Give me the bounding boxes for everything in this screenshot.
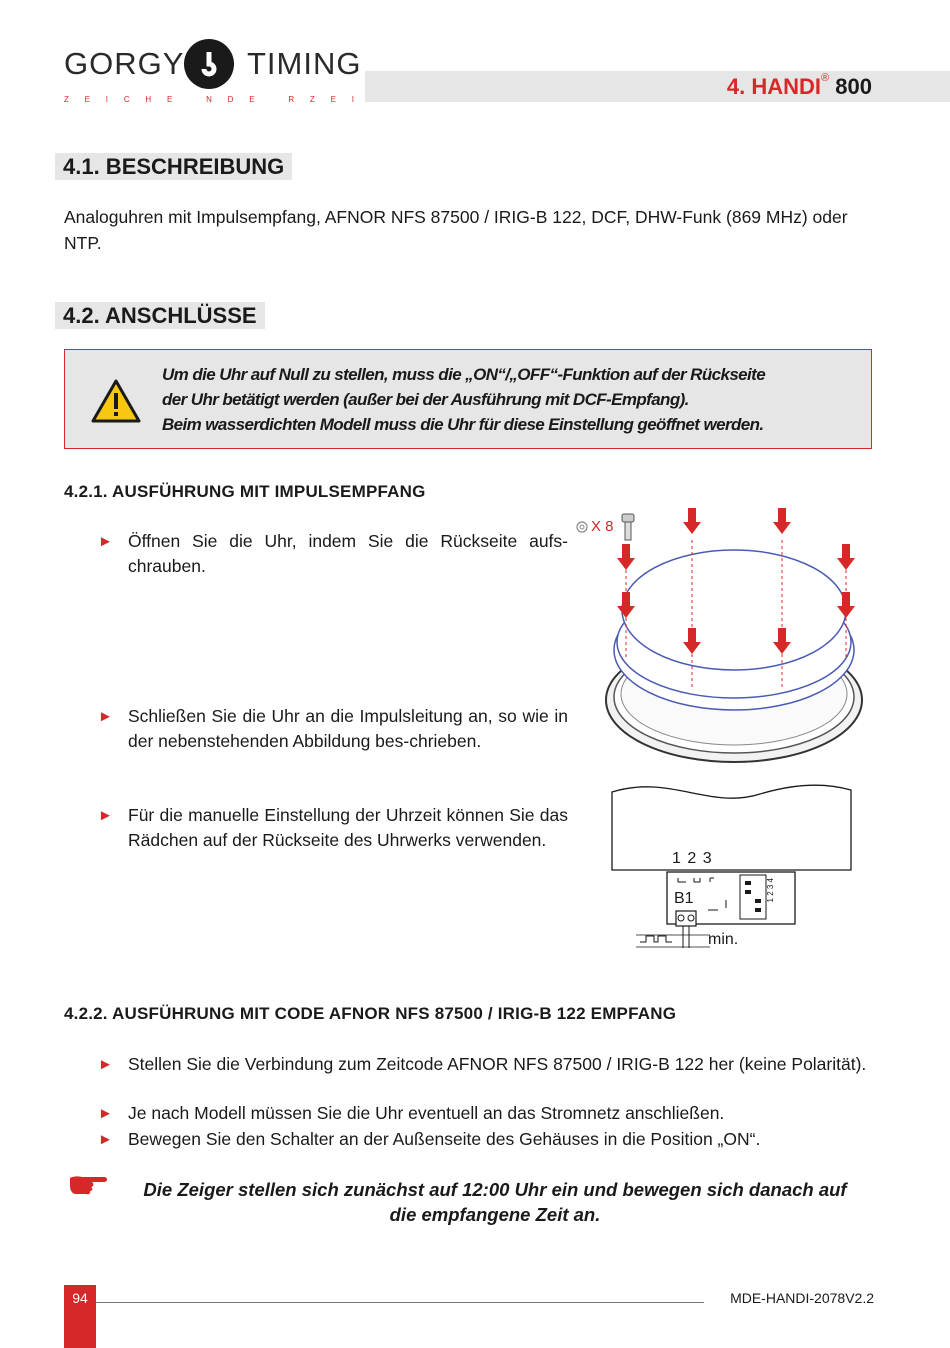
list-item: ► Je nach Modell müssen Sie die Uhr eventuell an das Stromnetz anschließen. — [98, 1101, 872, 1126]
list-item: ► Schließen Sie die Uhr an die Impulsleitung an, so wie in der nebenstehenden Abbildung bes-chrieben. — [98, 704, 568, 754]
wiring-diagram — [610, 780, 860, 955]
clock-back-figure — [574, 500, 864, 770]
note-text: Die Zeiger stellen sich zunächst auf 12:00 Uhr ein und bewegen sich danach auf die empfangene Zeit an. — [143, 1179, 847, 1225]
page-number: 94 — [72, 1290, 88, 1306]
subsection-heading-impulsempfang: 4.2.1. AUSFÜHRUNG MIT IMPULSEMPFANG — [64, 482, 426, 501]
section-description-text: Analoguhren mit Impulsempfang, AFNOR NFS 87500 / IRIG-B 122, DCF, DHW-Funk (869 MHz) oder NTP. — [64, 207, 848, 253]
board-label: B1 — [674, 890, 694, 907]
document-reference: MDE-HANDI-2078V2.2 — [730, 1290, 874, 1306]
logo-text-gorgy: GORGY — [64, 46, 185, 81]
section-heading-beschreibung: 4.1. BESCHREIBUNG — [55, 153, 292, 180]
warning-triangle-icon — [91, 378, 141, 424]
list-item: ► Stellen Sie die Verbindung zum Zeitcode AFNOR NFS 87500 / IRIG-B 122 her (keine Polarität). — [98, 1052, 872, 1077]
logo-text-timing: TIMING — [247, 46, 362, 81]
right-triangle-icon: ► — [98, 1056, 113, 1073]
list-item: ► Öffnen Sie die Uhr, indem Sie die Rückseite aufs-chrauben. — [98, 529, 568, 579]
chapter-title: 4. HANDI® 800 — [726, 72, 872, 99]
section-heading-anschluesse: 4.2. ANSCHLÜSSE — [55, 302, 265, 329]
right-triangle-icon: ► — [98, 1131, 113, 1148]
terminal-numbers: 1 2 3 — [672, 850, 713, 867]
logo-tagline: Z E I C H E N D E R Z E I — [64, 95, 354, 104]
min-label: min. — [708, 931, 739, 948]
list-item: ► Bewegen Sie den Schalter an der Außenseite des Gehäuses in die Position „ON“. — [98, 1127, 872, 1152]
right-triangle-icon: ► — [98, 708, 113, 725]
subsection-heading-afnor: 4.2.2. AUSFÜHRUNG MIT CODE AFNOR NFS 87500 / IRIG-B 122 EMPFANG — [64, 1004, 677, 1023]
right-triangle-icon: ► — [98, 807, 113, 824]
right-triangle-icon: ► — [98, 533, 113, 550]
list-item: ► Für die manuelle Einstellung der Uhrzeit können Sie das Rädchen auf der Rückseite des Uhrwerks verwenden. — [98, 803, 568, 853]
right-triangle-icon: ► — [98, 1105, 113, 1122]
screw-icon — [622, 514, 634, 540]
warning-text: Um die Uhr auf Null zu stellen, muss die „ON“/„OFF“-Funktion auf der Rückseite der Uhr betätigt werden (außer bei der Ausführung mit DCF-Empfang). Beim wasserdichten Modell muss die Uhr für diese Einstellung geöffnet werden. — [162, 365, 766, 434]
logo-mark-icon — [183, 38, 235, 90]
screw-count-label: X 8 — [591, 518, 614, 535]
footer-divider — [96, 1302, 704, 1303]
switch-numbers: 1 2 3 4 — [766, 878, 775, 903]
